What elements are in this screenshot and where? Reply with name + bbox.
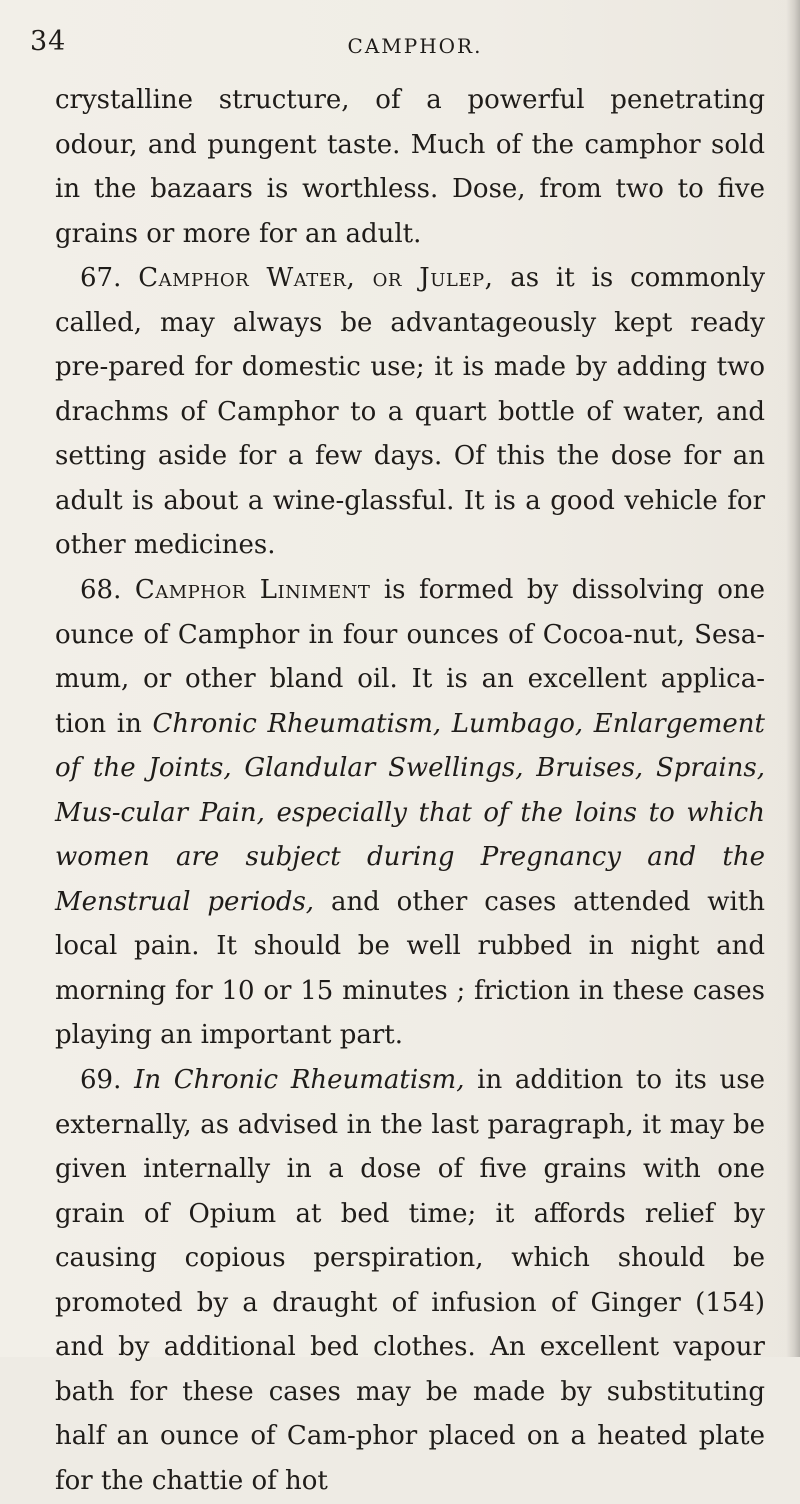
- paragraph-number: 67.: [80, 263, 122, 294]
- italic-text: In Chronic Rheumatism,: [134, 1065, 465, 1096]
- paragraph-number: 68.: [80, 575, 122, 606]
- paragraph-69: [55, 1058, 765, 1503]
- running-head: CAMPHOR.: [347, 34, 483, 58]
- body-text: [55, 78, 765, 1504]
- page-edge-shadow: [786, 0, 800, 1357]
- paragraph-text: in addition to its use externally, as advised in the last paragraph, it may be given internally in a dose of five grains with one grain of Opium at bed time; it affords relief by causing copious perspiration, which should be promoted by a draught of infusion of Ginger (154) and by additional bed clothes. An excellent vapour bath for these cases may be made by substituting half an ounce of Cam-phor placed on a heated plate for the chattie of hot: [55, 1065, 765, 1496]
- paragraph-text: crystalline structure, of a powerful penetrating odour, and pungent taste. Much of the camphor sold in the bazaars is worthless. Dose, from two to five grains or more for an adult.: [55, 85, 765, 249]
- italic-text: Chronic Rheumatism, Lumbago, Enlargement of the Joints, Glandular Swellings, Bruises, Sprains, Mus-cular Pain, especially that of the loins to which women are subject during Pregnancy and the Menstrual periods,: [55, 708, 765, 917]
- paragraph-text: as it is commonly called, may always be advantageously kept ready pre-pared for domestic use; it is made by adding two drachms of Camphor to a quart bottle of water, and setting aside for a few days. Of this the dose for an adult is about a wine-glassful. It is a good vehicle for other medicines.: [55, 263, 766, 561]
- section-heading: Camphor Water, or Julep,: [138, 263, 494, 294]
- paragraph-number: 69.: [80, 1065, 122, 1096]
- section-heading: Camphor Liniment: [134, 575, 371, 606]
- paragraph-68: [55, 568, 765, 1058]
- paragraph-text: is formed by dissolving one ounce of Camphor in four ounces of Cocoa-nut, Sesa-mum, or other bland oil. It is an excellent applica-tion in: [55, 575, 765, 739]
- page-number: 34: [30, 26, 67, 57]
- paragraph-continued: [55, 78, 765, 256]
- paragraph-text: and other cases attended with local pain. It should be well rubbed in night and morning for 10 or 15 minutes ; friction in these cases playing an important part.: [55, 886, 766, 1051]
- paragraph-67: [55, 256, 765, 568]
- page-header: [30, 26, 770, 66]
